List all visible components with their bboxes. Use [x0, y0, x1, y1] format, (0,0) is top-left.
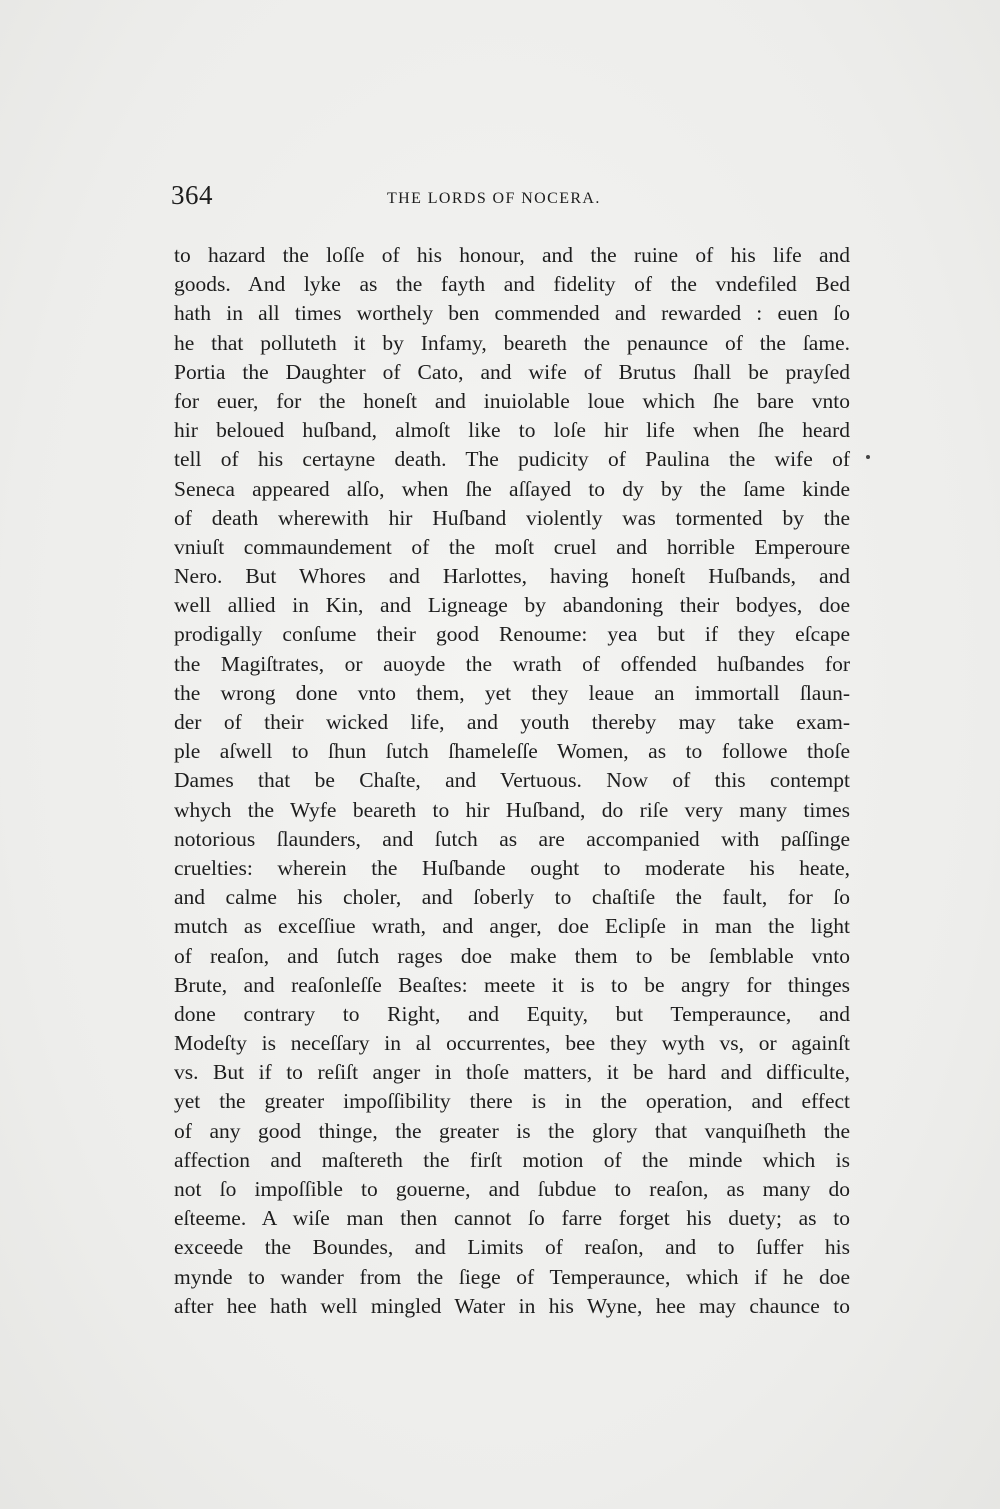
text-line: Nero. But Whores and Harlottes, having honeſt Huſbands, and [174, 564, 850, 589]
text-line: der of their wicked life, and youth thereby may take exam- [174, 710, 850, 734]
text-line: to hazard the loſſe of his honour, and the ruine of his life and [174, 243, 850, 267]
text-line: the wrong done vnto them, yet they leaue an immortall ſlaun- [174, 680, 850, 705]
text-line: after hee hath well mingled Water in his Wyne, hee may chaunce to [174, 1293, 850, 1318]
text-line: Brute, and reaſonleſſe Beaſtes: meete it is to be angry for thinges [174, 972, 850, 997]
text-line: Portia the Daughter of Cato, and wife of Brutus ſhall be prayſed [174, 359, 850, 384]
text-line: and calme his choler, and ſoberly to chaſtiſe the fault, for ſo [174, 885, 850, 910]
text-line: goods. And lyke as the fayth and fidelity of the vndefiled Bed [174, 272, 850, 297]
text-line: notorious ſlaunders, and ſutch as are accompanied with paſſinge [174, 826, 850, 851]
text-line: he that polluteth it by Infamy, beareth the penaunce of the ſame. [174, 330, 850, 355]
text-line: cruelties: wherein the Huſbande ought to moderate his heate, [174, 855, 850, 880]
text-line: well allied in Kin, and Ligneage by abandoning their bodyes, doe [174, 593, 850, 618]
text-line: the Magiſtrates, or auoyde the wrath of offended huſbandes for [174, 651, 850, 676]
text-line: not ſo impoſſible to gouerne, and ſubdue to reaſon, as many do [174, 1177, 850, 1201]
text-line: of any good thinge, the greater is the glory that vanquiſheth the [174, 1118, 850, 1143]
text-line: of death wherewith hir Huſband violently was tormented by the [174, 505, 850, 530]
text-line: hir beloued huſband, almoſt like to loſe hir life when ſhe heard [174, 418, 850, 443]
text-line: for euer, for the honeſt and inuiolable loue which ſhe bare vnto [174, 388, 850, 413]
text-line: yet the greater impoſſibility there is in the operation, and effect [174, 1089, 850, 1114]
body-text [174, 241, 850, 1321]
text-line: eſteeme. A wiſe man then cannot ſo farre forget his duety; as to [174, 1206, 850, 1231]
text-line: tell of his certayne death. The pudicity of Paulina the wife of [174, 447, 850, 472]
page-number: 364 [171, 180, 213, 210]
text-line: done contrary to Right, and Equity, but Temperaunce, and [174, 1001, 850, 1026]
page-header [171, 180, 831, 220]
text-line: Dames that be Chaſte, and Vertuous. Now of this contempt [174, 768, 850, 793]
text-line: prodigally conſume their good Renoume: yea but if they eſcape [174, 622, 850, 647]
text-line: Seneca appeared alſo, when ſhe aſſayed to dy by the ſame kinde [174, 476, 850, 501]
text-line: ple aſwell to ſhun ſutch ſhameleſſe Women, as to followe thoſe [174, 739, 850, 764]
margin-dot [866, 455, 870, 459]
text-line: of reaſon, and ſutch rages doe make them to be ſemblable vnto [174, 943, 850, 968]
text-line: hath in all times worthely ben commended and rewarded : euen ſo [174, 301, 850, 326]
text-line: Modeſty is neceſſary in al occurrentes, bee they wyth vs, or againſt [174, 1031, 850, 1056]
text-line: vniuſt commaundement of the moſt cruel and horrible Emperoure [174, 534, 850, 559]
text-line: vs. But if to reſiſt anger in thoſe matters, it be hard and difficulte, [174, 1060, 850, 1085]
text-line: whych the Wyfe beareth to hir Huſband, do riſe very many times [174, 797, 850, 822]
running-head: THE LORDS OF NOCERA. [387, 190, 601, 207]
text-line: mutch as exceſſiue wrath, and anger, doe Eclipſe in man the light [174, 914, 850, 939]
text-line: affection and maſtereth the firſt motion of the minde which is [174, 1147, 850, 1172]
text-line: exceede the Boundes, and Limits of reaſon, and to ſuffer his [174, 1235, 850, 1260]
text-line: mynde to wander from the ſiege of Temperaunce, which if he doe [174, 1264, 850, 1289]
